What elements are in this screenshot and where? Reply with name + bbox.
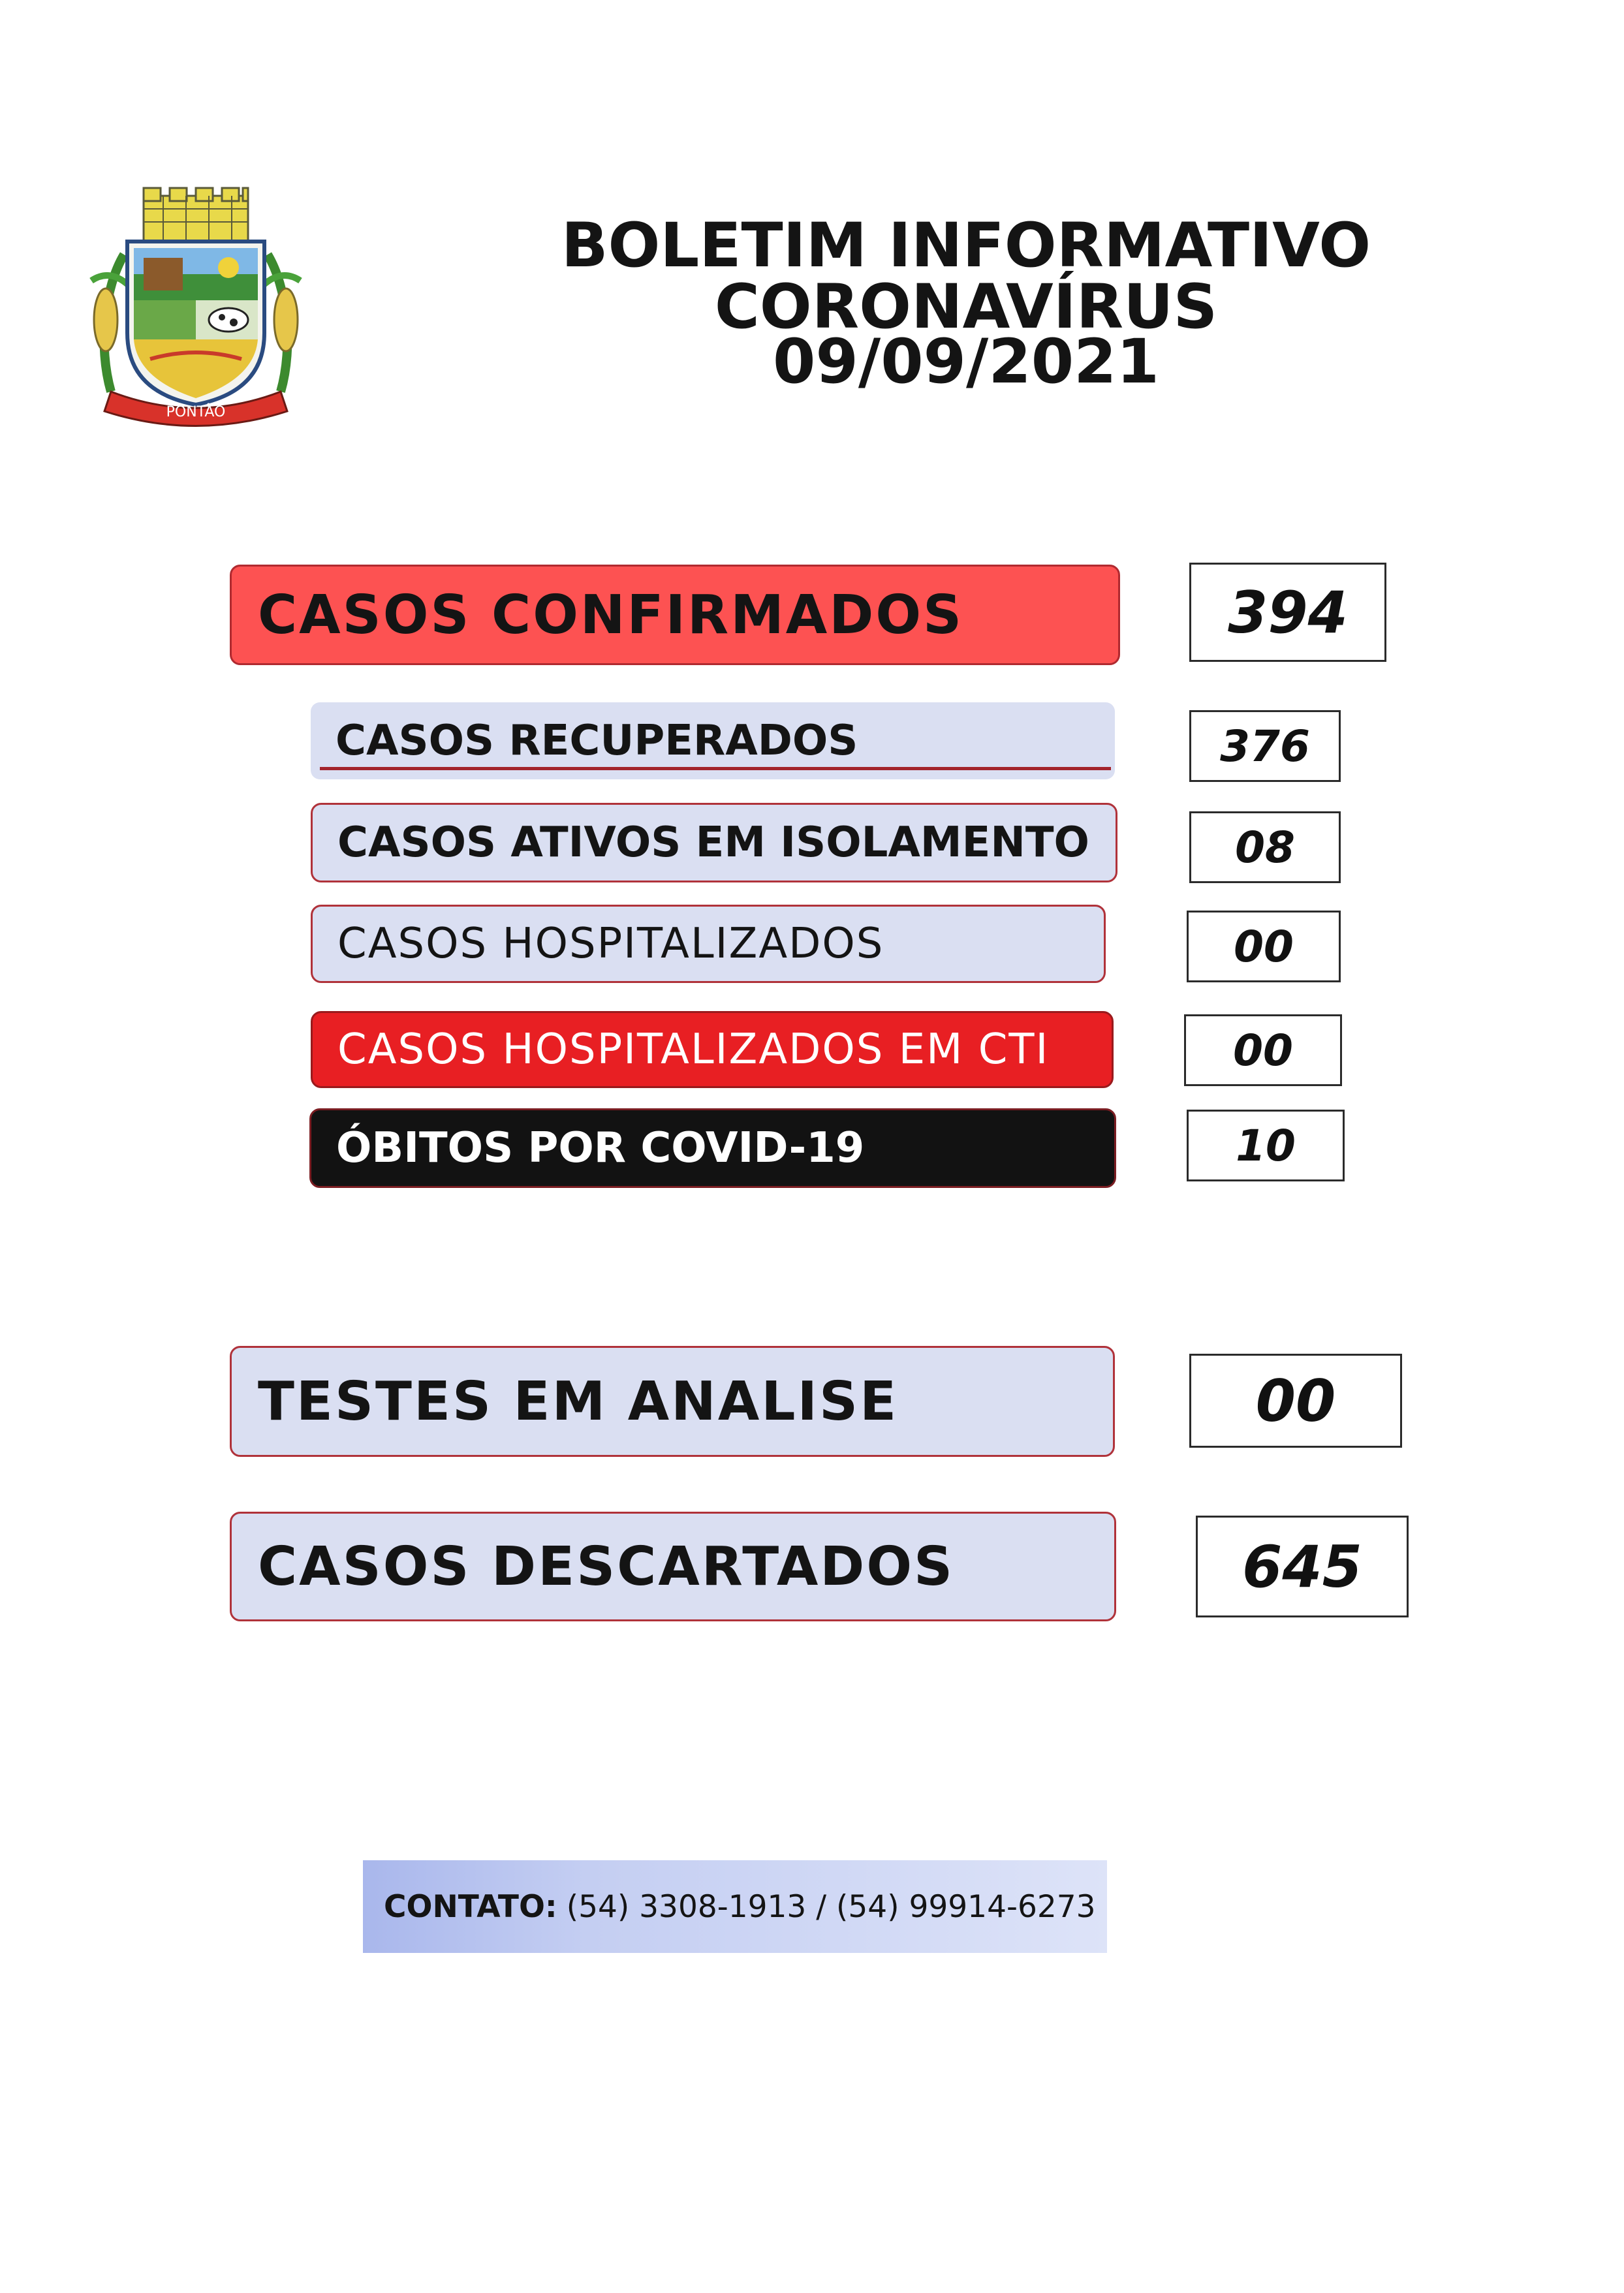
deaths-value: 10 <box>1187 1110 1345 1181</box>
contact-label: CONTATO: <box>384 1888 557 1925</box>
hospitalized-cases-value: 00 <box>1187 911 1341 982</box>
confirmed-cases-label: CASOS CONFIRMADOS <box>258 584 964 646</box>
coat-of-arms-icon <box>72 183 320 431</box>
active-cases-label: CASOS ATIVOS EM ISOLAMENTO <box>337 819 1089 867</box>
hospitalized-cases-label-bar <box>311 905 1106 983</box>
discarded-cases-label-bar <box>230 1512 1116 1621</box>
tests-pending-label: TESTES EM ANALISE <box>258 1370 899 1433</box>
svg-text:PONTÃO: PONTÃO <box>166 404 226 420</box>
recovered-cases-label: CASOS RECUPERADOS <box>336 717 858 765</box>
active-cases-label-bar <box>311 803 1117 882</box>
deaths-label-bar <box>309 1108 1116 1188</box>
confirmed-cases-label-bar <box>230 565 1120 665</box>
recovered-underline <box>320 767 1111 770</box>
confirmed-cases-value: 394 <box>1189 563 1386 662</box>
icu-cases-label-bar <box>311 1011 1114 1088</box>
icu-cases-value: 00 <box>1184 1014 1342 1086</box>
hospitalized-cases-label: CASOS HOSPITALIZADOS <box>337 920 884 968</box>
tests-pending-label-bar <box>230 1346 1115 1457</box>
page-title: BOLETIM INFORMATIVO CORONAVÍRUS <box>561 210 1371 343</box>
deaths-label: ÓBITOS POR COVID-19 <box>336 1124 865 1172</box>
active-cases-value: 08 <box>1189 811 1341 883</box>
tests-pending-value: 00 <box>1189 1354 1402 1448</box>
discarded-cases-label: CASOS DESCARTADOS <box>258 1535 955 1598</box>
icu-cases-label: CASOS HOSPITALIZADOS EM CTI <box>337 1025 1050 1074</box>
contact-phones: (54) 3308-1913 / (54) 99914-6273 <box>566 1888 1096 1925</box>
contact-strip <box>363 1860 1107 1953</box>
bulletin-date: 09/09/2021 <box>773 326 1159 398</box>
discarded-cases-value: 645 <box>1196 1516 1409 1617</box>
recovered-cases-value: 376 <box>1189 710 1341 782</box>
